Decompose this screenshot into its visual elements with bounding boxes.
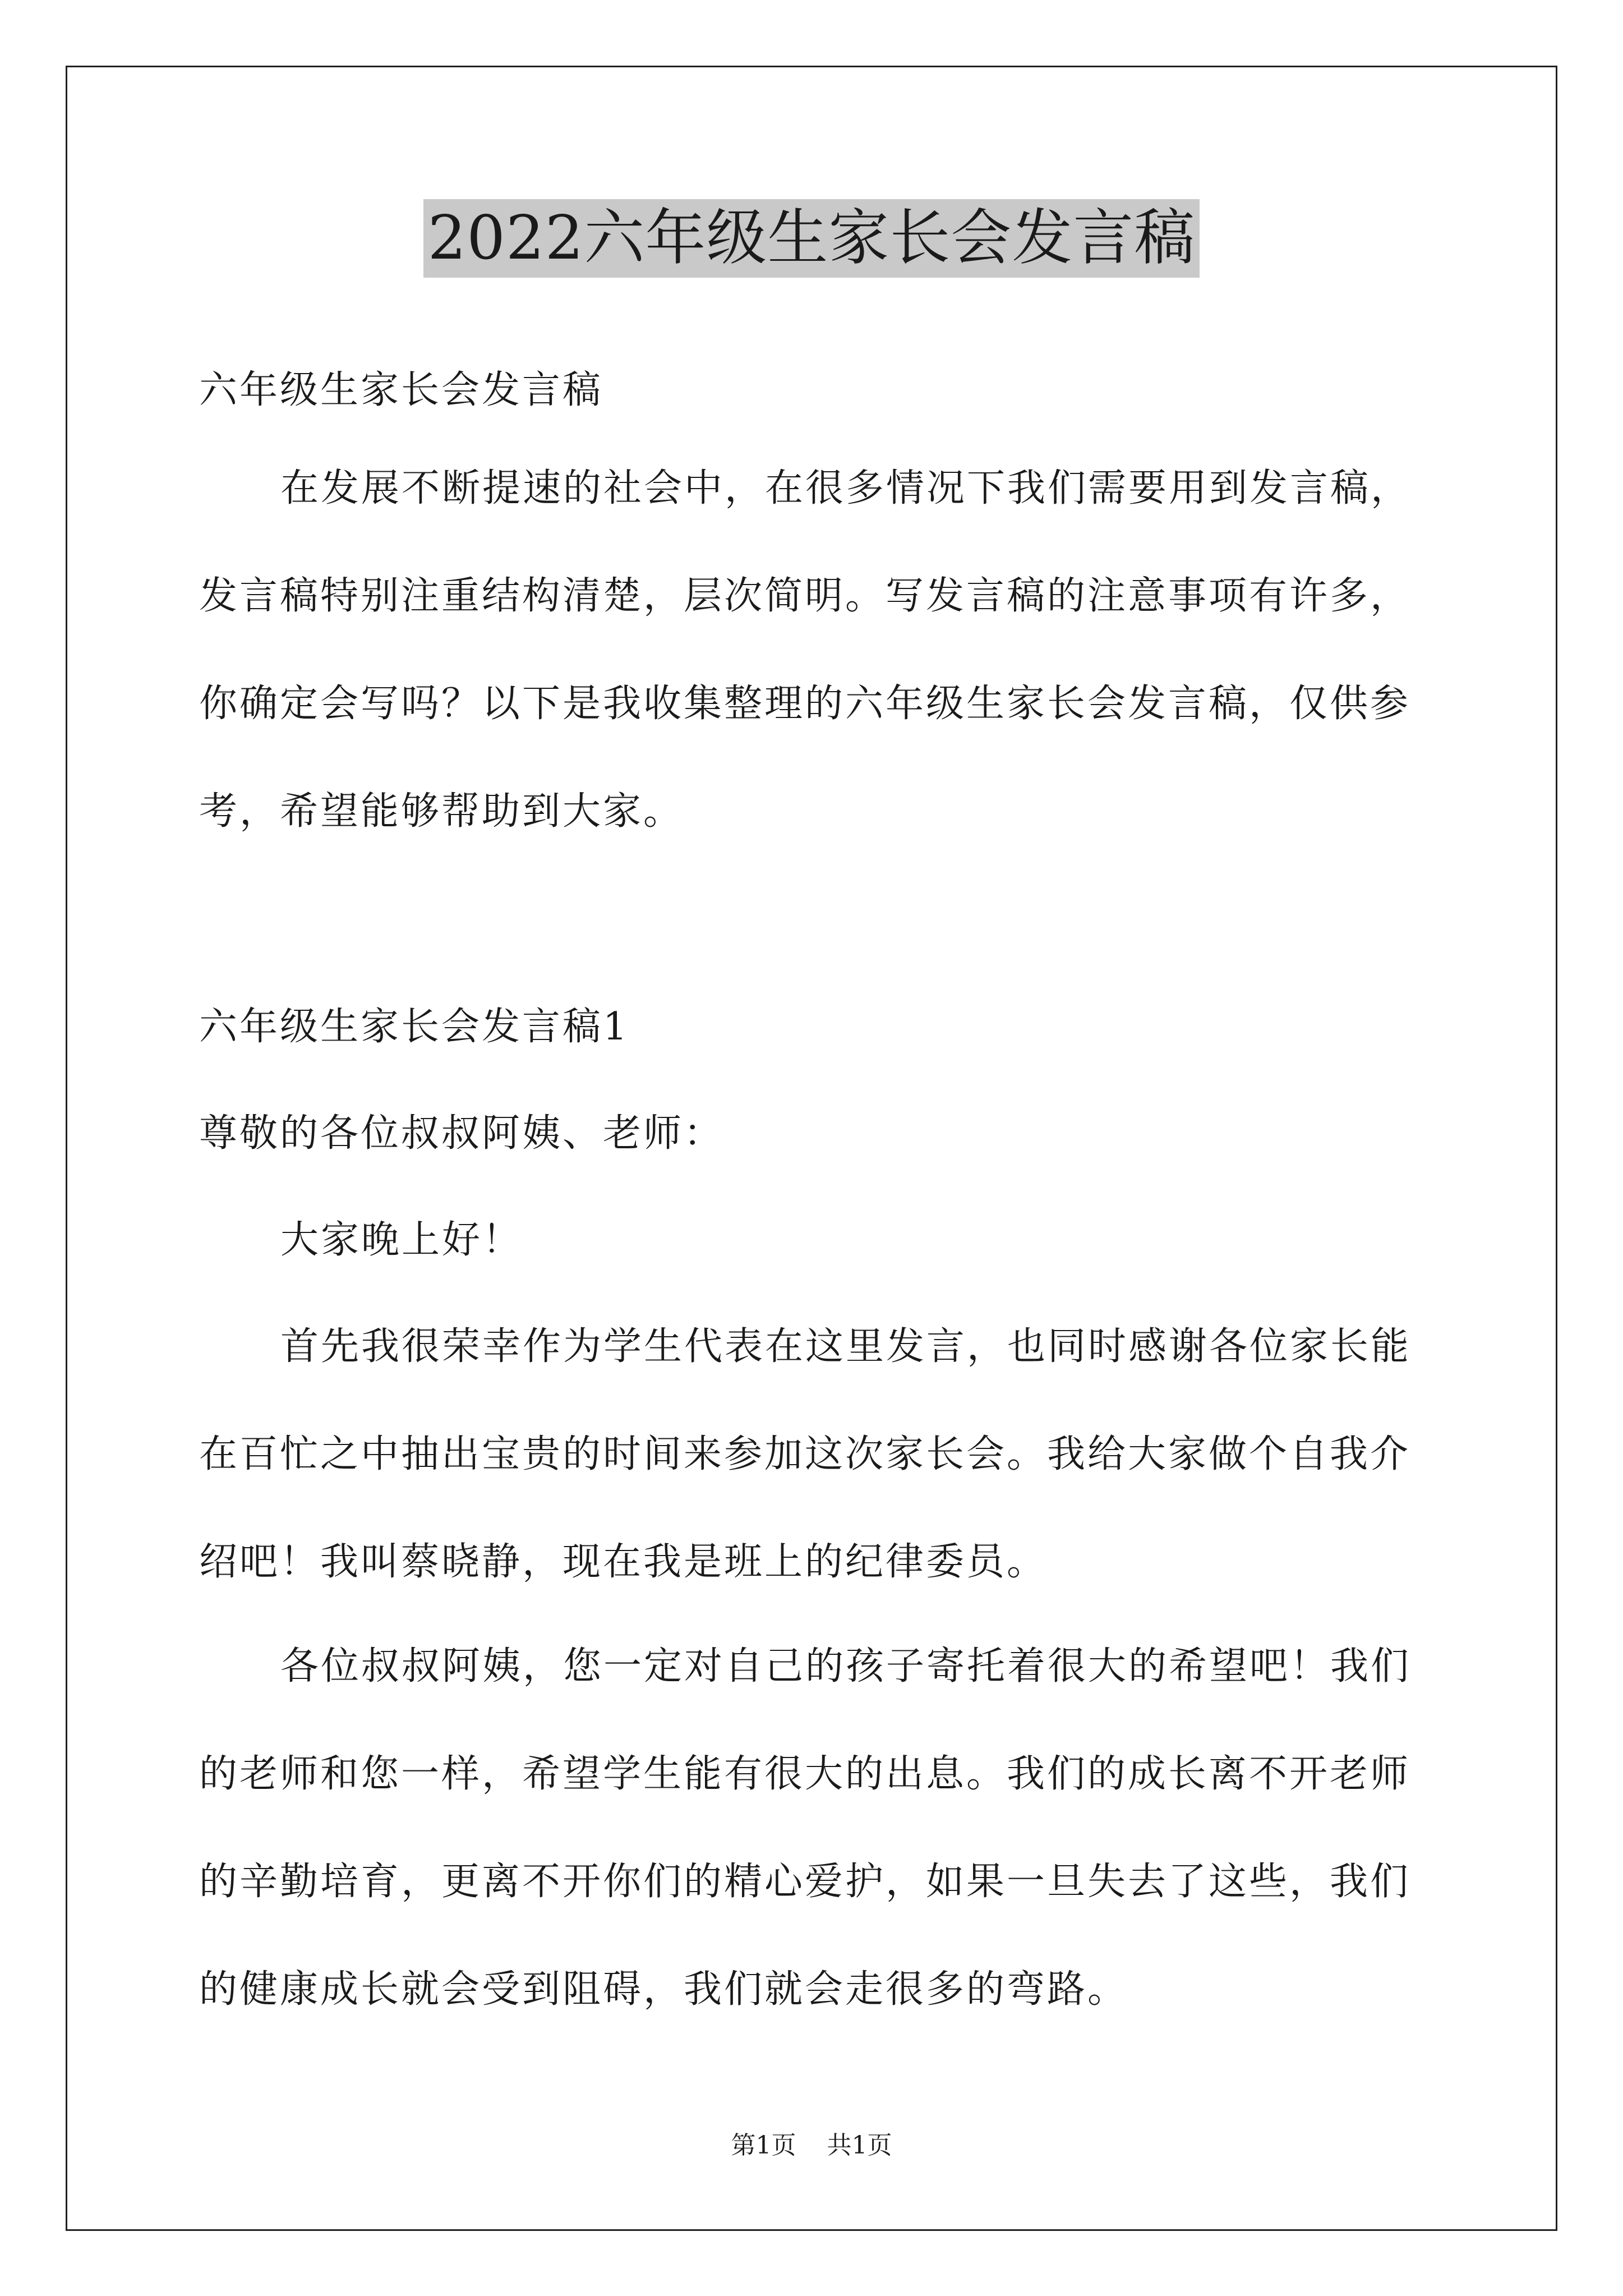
greeting: 大家晚上好！: [280, 1218, 523, 1262]
section-heading: 六年级生家长会发言稿1: [199, 1005, 630, 1049]
page-total: 共1页: [827, 2131, 892, 2160]
body-paragraph-1: 首先我很荣幸作为学生代表在这里发言，也同时感谢各位家长能在百忙之中抽出宝贵的时间来参加这次家长会。我给大家做个自我介绍吧！我叫蔡晓静，现在我是班上的纪律委员。: [199, 1324, 1412, 1584]
page-footer: [0, 2129, 1623, 2162]
intro-paragraph: 在发展不断提速的社会中，在很多情况下我们需要用到发言稿，发言稿特别注重结构清楚，层次简明。写发言稿的注意事项有许多，你确定会写吗？以下是我收集整理的六年级生家长会发言稿，仅供参考，希望能够帮助到大家。: [199, 466, 1412, 834]
document-title: 2022六年级生家长会发言稿: [423, 199, 1200, 278]
page-number: 第1页: [731, 2131, 796, 2160]
salutation: 尊敬的各位叔叔阿姨、老师：: [199, 1111, 725, 1156]
document-subtitle: 六年级生家长会发言稿: [199, 368, 603, 412]
body-paragraph-2: 各位叔叔阿姨，您一定对自己的孩子寄托着很大的希望吧！我们的老师和您一样，希望学生能有很大的出息。我们的成长离不开老师的辛勤培育，更离不开你们的精心爱护，如果一旦失去了这些，我们的健康成长就会受到阻碍，我们就会走很多的弯路。: [199, 1644, 1412, 2012]
title-container: [0, 199, 1623, 278]
